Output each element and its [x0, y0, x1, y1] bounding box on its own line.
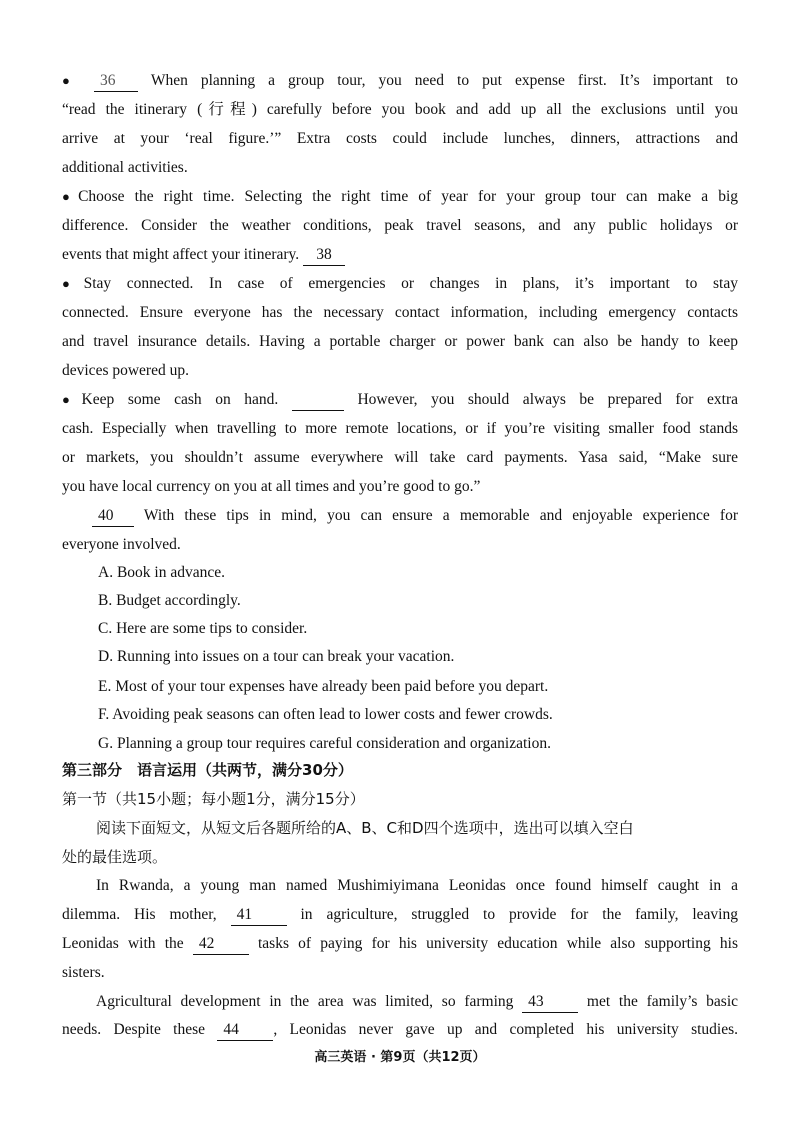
option-e[interactable]: E. Most of your tour expenses have already been paid before you depart. — [98, 678, 549, 695]
option-g[interactable]: G. Planning a group tour requires careful consideration and organization. — [98, 735, 551, 752]
section-subtitle: 第一节（共15小题；每小题1分，满分15分） — [62, 790, 365, 808]
cloze-line: dilemma. His mother, 41 in agriculture, struggled to provide for the family, leaving — [62, 905, 738, 926]
answer-blank-39[interactable] — [292, 390, 344, 411]
option-b[interactable]: B. Budget accordingly. — [98, 592, 241, 609]
paragraph-line: 40 With these tips in mind, you can ensure a memorable and enjoyable experience for — [62, 506, 738, 527]
cloze-line: sisters. — [62, 964, 105, 981]
paragraph-line: ● Choose the right time. Selecting the right time of year for your group tour can make a big — [62, 188, 738, 205]
paragraph-line: ● 36 When planning a group tour, you need to put expense first. It’s important to — [62, 71, 738, 92]
instructions-line: 处的最佳选项。 — [62, 848, 168, 866]
paragraph-line: ● Keep some cash on hand. However, you should always be prepared for extra — [62, 390, 738, 411]
paragraph-line: cash. Especially when travelling to more remote locations, or if you’re visiting smaller food stands — [62, 420, 738, 437]
answer-blank-44[interactable]: 44 — [217, 1020, 273, 1041]
paragraph-line: devices powered up. — [62, 362, 189, 379]
paragraph-line: events that might affect your itinerary. 38 — [62, 245, 738, 266]
paragraph-line: ● Stay connected. In case of emergencies or changes in plans, it’s important to stay — [62, 275, 738, 292]
cloze-line: In Rwanda, a young man named Mushimiyimana Leonidas once found himself caught in a — [96, 877, 738, 894]
option-d[interactable]: D. Running into issues on a tour can break your vacation. — [98, 648, 455, 665]
answer-blank-38[interactable]: 38 — [303, 245, 345, 266]
answer-blank-42[interactable]: 42 — [193, 934, 249, 955]
paragraph-line: “read the itinerary (行程) carefully before you book and add up all the exclusions until you — [62, 101, 738, 118]
option-a[interactable]: A. Book in advance. — [98, 564, 225, 581]
paragraph-line: you have local currency on you at all times and you’re good to go.” — [62, 478, 481, 495]
answer-blank-40[interactable]: 40 — [92, 506, 134, 527]
answer-blank-36[interactable]: 36 — [94, 71, 138, 92]
paragraph-line: difference. Consider the weather conditions, peak travel seasons, and any public holidays or — [62, 217, 738, 234]
page-footer: 高三英语 · 第9页（共12页） — [314, 1050, 486, 1065]
cloze-line: Leonidas with the 42 tasks of paying for his university education while also supporting his — [62, 934, 738, 955]
bullet-icon: ● — [62, 276, 82, 291]
paragraph-line: and travel insurance details. Having a portable charger or power bank can also be handy to keep — [62, 333, 738, 350]
answer-blank-41[interactable]: 41 — [231, 905, 287, 926]
answer-blank-43[interactable]: 43 — [522, 992, 578, 1013]
option-c[interactable]: C. Here are some tips to consider. — [98, 620, 308, 637]
instructions-line: 阅读下面短文，从短文后各题所给的A、B、C和D四个选项中，选出可以填入空白 — [96, 819, 634, 837]
section-title: 第三部分 语言运用（共两节，满分30分） — [62, 761, 353, 779]
bullet-icon: ● — [62, 189, 77, 204]
paragraph-line: arrive at your ‘real figure.’” Extra costs could include lunches, dinners, attractions and — [62, 130, 738, 147]
paragraph-line: connected. Ensure everyone has the necessary contact information, including emergency contacts — [62, 304, 738, 321]
cloze-line: needs. Despite these 44 , Leonidas never gave up and completed his university studies. — [62, 1020, 738, 1041]
paragraph-line: everyone involved. — [62, 536, 181, 553]
option-f[interactable]: F. Avoiding peak seasons can often lead to lower costs and fewer crowds. — [98, 706, 553, 723]
cloze-line: Agricultural development in the area was limited, so farming 43 met the family’s basic — [96, 992, 738, 1013]
paragraph-line: additional activities. — [62, 159, 188, 176]
bullet-icon: ● — [62, 73, 80, 88]
paragraph-line: or markets, you shouldn’t assume everywhere will take card payments. Yasa said, “Make sure — [62, 449, 738, 466]
bullet-icon: ● — [62, 392, 80, 407]
